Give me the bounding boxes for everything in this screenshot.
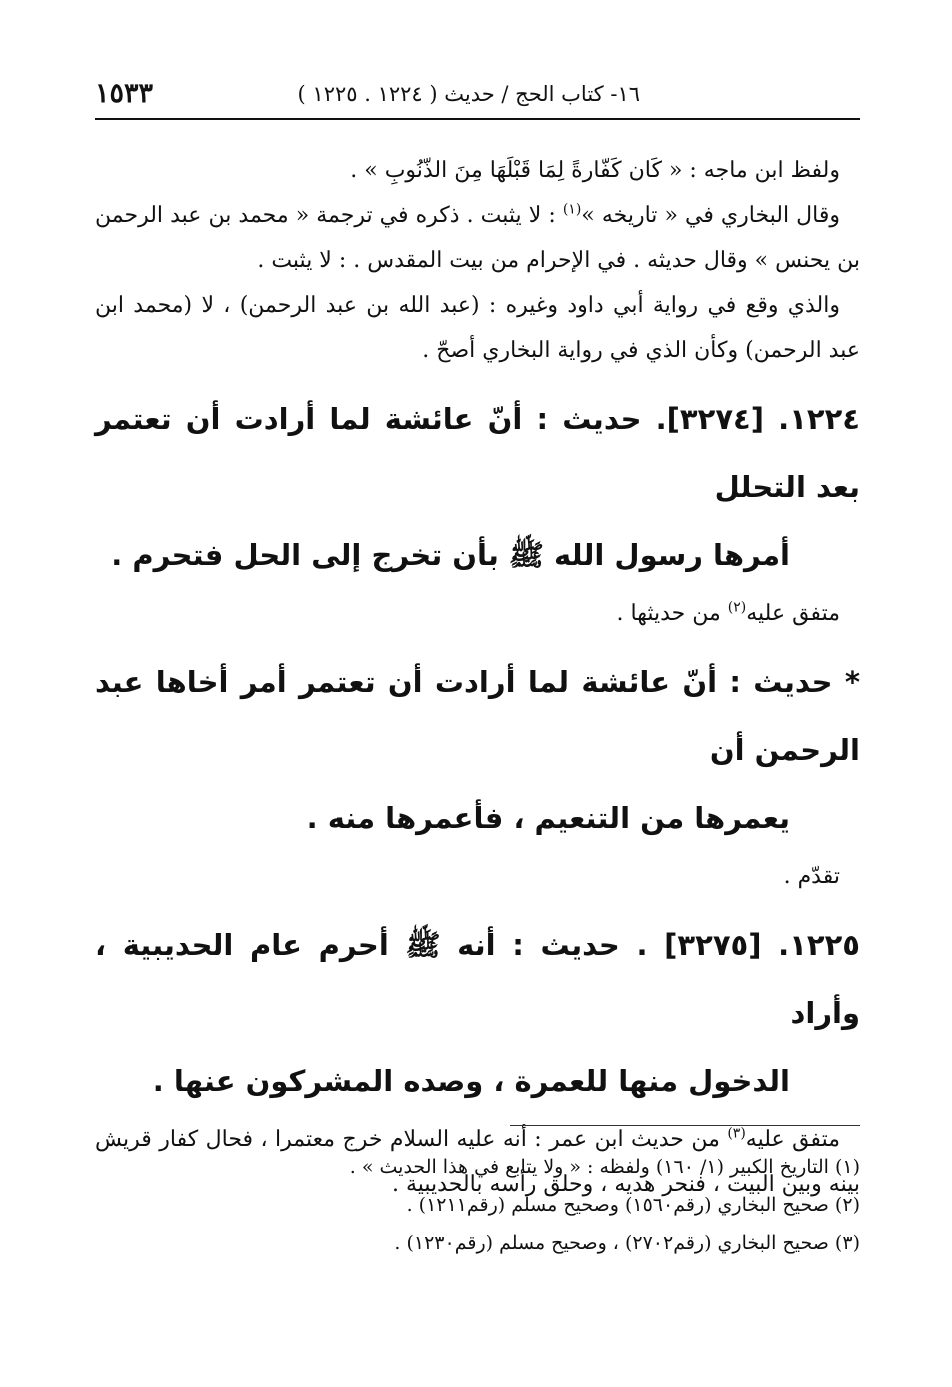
- footnote-ref-3: (٣): [727, 1125, 746, 1142]
- paragraph-text: وقال البخاري في « تاريخه »: [581, 203, 840, 228]
- footnote-ref-2: (٢): [727, 599, 747, 616]
- running-title: ١٦- كتاب الحج / حديث ( ١٢٢٤ . ١٢٢٥ ): [297, 82, 640, 106]
- hadith-line: ١٢٢٤. [٣٢٧٤]. حديث : أنّ عائشة لما أرادت أن تعتمر بعد التحلل: [95, 402, 860, 504]
- source-text: من حديث ابن عمر : أنه عليه السلام خرج معتمرا ، فحال كفار قريش بينه وبين البيت ، فنحر هديه ، وحلق رأسه بالحديبية .: [95, 1127, 860, 1197]
- hadith-line: يعمرها من التنعيم ، فأعمرها منه .: [306, 801, 790, 835]
- footnote-3: (٣) صحيح البخاري (رقم٢٧٠٢) ، وصحيح مسلم (رقم١٢٣٠) .: [394, 1232, 860, 1254]
- page-number: ١٥٣٣: [95, 78, 154, 109]
- source-text: متفق عليه: [745, 1127, 840, 1152]
- footnote-ref-1: (١): [562, 201, 582, 218]
- footnotes: [95, 1148, 860, 1262]
- main-text: [95, 148, 860, 1207]
- footnote-2: (٢) صحيح البخاري (رقم١٥٦٠) وصحيح مسلم (رقم١٢١١) .: [406, 1194, 860, 1216]
- hadith-line: الدخول منها للعمرة ، وصده المشركون عنها .: [152, 1064, 790, 1098]
- source-text: من حديثها .: [616, 601, 728, 626]
- hadith-aisha-heading: [95, 648, 860, 852]
- hadith-aisha-source: تقدّم .: [783, 864, 840, 889]
- paragraph-text: : لا يثبت . ذكره في ترجمة « محمد بن عبد الرحمن بن يحنس » وقال حديثه . في الإحرام من بيت المقدس . : لا يثبت .: [95, 203, 860, 273]
- source-text: متفق عليه: [746, 601, 840, 626]
- hadith-1224-source: [95, 591, 860, 636]
- paragraph-ibn-majah: ولفظ ابن ماجه : « كَان كَفّارةً لِمَا قَبْلَهَا مِنَ الذّنُوبِ » .: [350, 158, 840, 183]
- footnote-rule: [510, 1125, 860, 1126]
- hadith-line: ١٢٢٥. [٣٢٧٥] . حديث : أنه ﷺ أحرم عام الحديبية ، وأراد: [95, 928, 860, 1030]
- page-header: [95, 78, 860, 120]
- paragraph-abu-dawud: والذي وقع في رواية أبي داود وغيره : (عبد الله بن عبد الرحمن) ، لا (محمد ابن عبد الرحمن) وكأن الذي في رواية البخاري أصحّ .: [95, 293, 860, 363]
- paragraph-bukhari-tarikh: [95, 193, 860, 283]
- hadith-line: أمرها رسول الله ﷺ بأن تخرج إلى الحل فتحرم .: [111, 538, 790, 572]
- header-rule: [95, 118, 860, 120]
- hadith-1224-heading: [95, 385, 860, 589]
- footnote-1: (١) التاريخ الكبير (١/ ١٦٠) ولفظه : « ولا يتابع في هذا الحديث » .: [349, 1156, 860, 1178]
- hadith-line: * حديث : أنّ عائشة لما أرادت أن تعتمر أمر أخاها عبد الرحمن أن: [95, 665, 860, 767]
- hadith-1225-heading: [95, 911, 860, 1115]
